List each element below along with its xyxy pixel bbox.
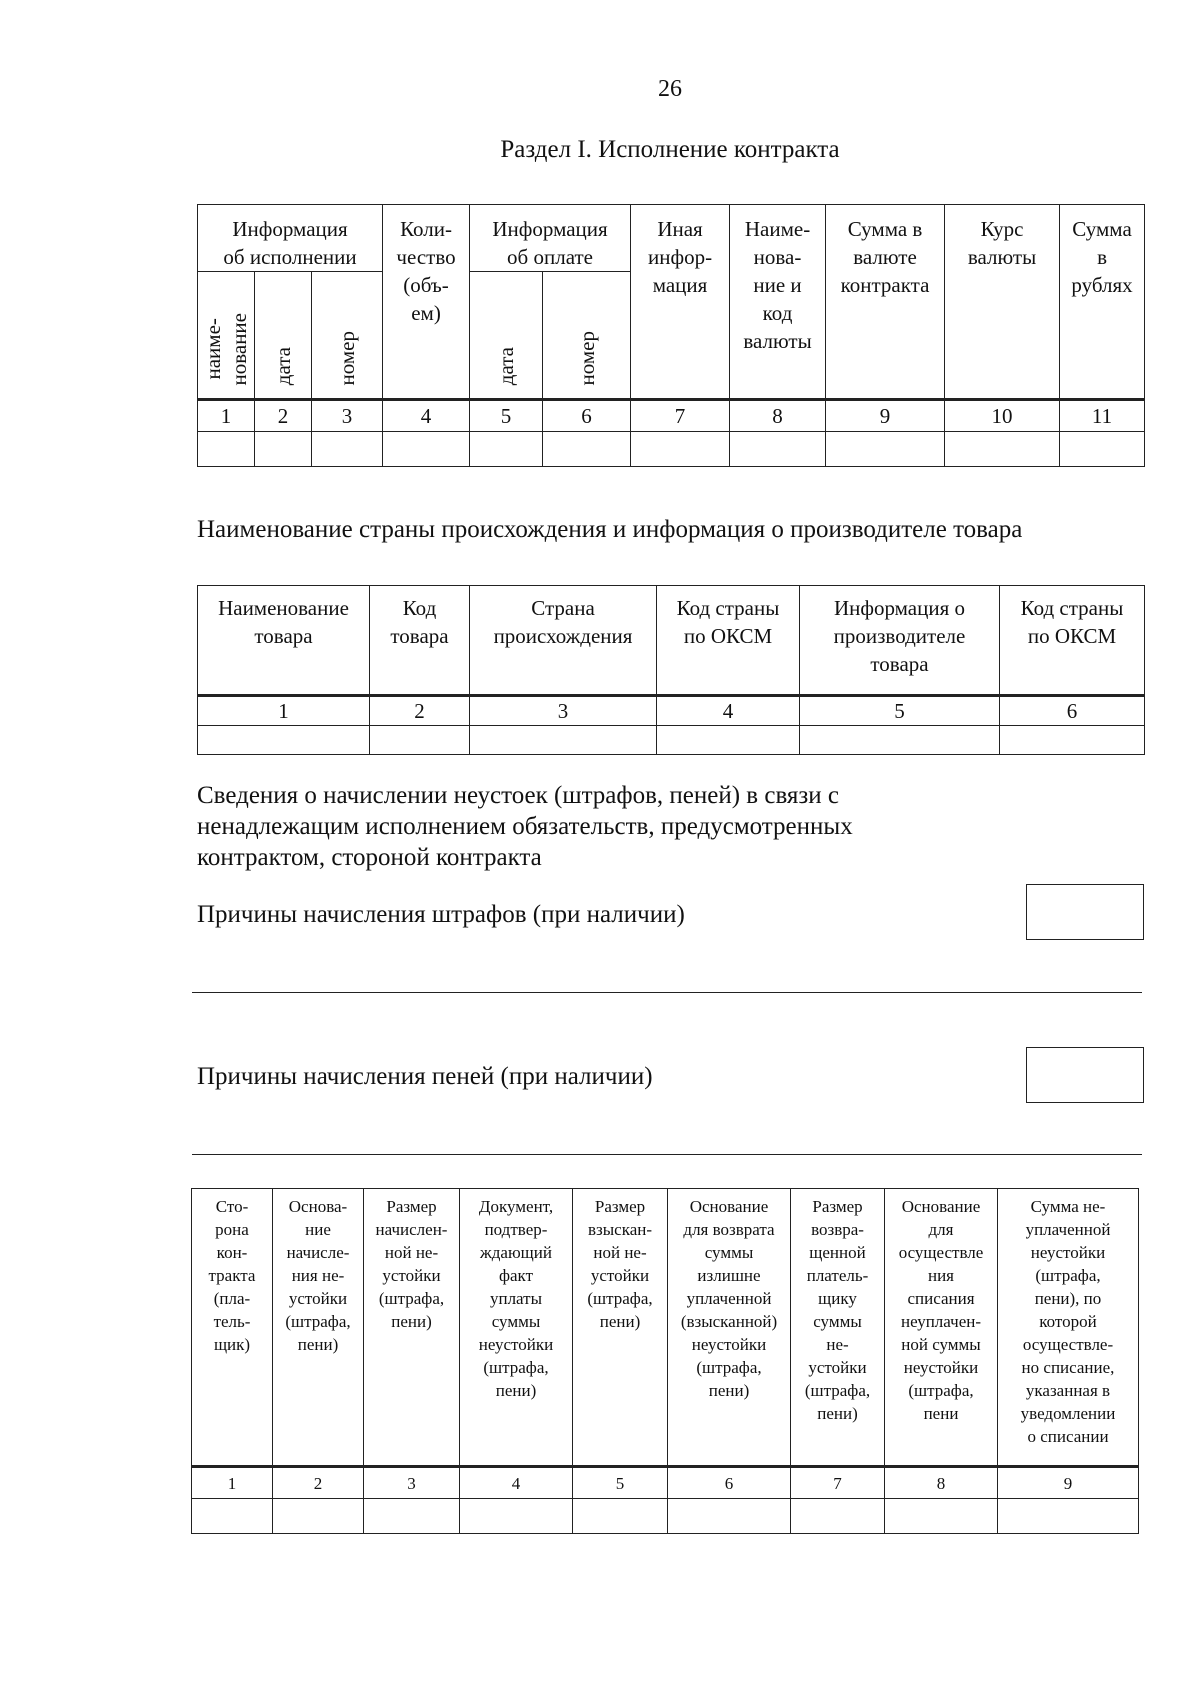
header-writeoff-basis: Основание для осуществле ния списания неуплачен- ной суммы неустойки (штрафа, пени [885,1189,998,1467]
col-number: 6 [543,400,631,432]
header-currency-name: Наиме- нова- ние и код валюты [730,205,826,400]
table-cell[interactable] [1060,432,1145,467]
table-cell[interactable] [460,1499,573,1534]
subheader-name: наиме- нование [198,272,255,400]
col-number: 6 [1000,696,1145,726]
penalties-reason-box[interactable] [1026,1047,1144,1103]
col-number: 11 [1060,400,1145,432]
header-country-code-2: Код страны по ОКСМ [1000,586,1145,696]
table-cell[interactable] [273,1499,364,1534]
header-penalty-basis: Основа- ние начисле- ния не- устойки (штрафа, пени) [273,1189,364,1467]
col-number: 1 [198,696,370,726]
table-cell[interactable] [730,432,826,467]
table-cell[interactable] [826,432,945,467]
table-cell[interactable] [255,432,312,467]
header-sum-currency: Сумма в валюте контракта [826,205,945,400]
penalties-reason-line[interactable] [192,1154,1142,1155]
table-cell[interactable] [312,432,383,467]
table-cell[interactable] [800,726,1000,755]
col-number: 4 [460,1467,573,1499]
fines-reason-line[interactable] [192,992,1142,993]
column-number-row [198,696,1145,726]
header-goods-name: Наименование товара [198,586,370,696]
header-country: Страна происхождения [470,586,657,696]
table-cell[interactable] [885,1499,998,1534]
header-manufacturer: Информация о производителе товара [800,586,1000,696]
col-number: 3 [470,696,657,726]
col-number: 5 [573,1467,668,1499]
table-cell[interactable] [668,1499,791,1534]
header-goods-code: Код товара [370,586,470,696]
header-execution-info: Информация об исполнении [198,205,383,272]
col-number: 3 [312,400,383,432]
col-number: 1 [192,1467,273,1499]
header-refund-basis: Основание для возврата суммы излишне уплаченной (взысканной) неустойки (штрафа, пени) [668,1189,791,1467]
col-number: 1 [198,400,255,432]
table-cell[interactable] [657,726,800,755]
col-number: 5 [470,400,543,432]
table-cell[interactable] [470,432,543,467]
column-number-row [192,1467,1139,1499]
column-number-row [198,400,1145,432]
contract-execution-table [197,204,1145,467]
header-party: Сто- рона кон- тракта (пла- тель- щик) [192,1189,273,1467]
table-cell[interactable] [364,1499,460,1534]
col-number: 4 [657,696,800,726]
subheader-pay-number: номер [543,272,631,400]
penalties-heading: Сведения о начислении неустоек (штрафов, пеней) в связи с ненадлежащим исполнением обязательств, предусмотренных контрактом, стороной контракта [197,782,853,871]
col-number: 5 [800,696,1000,726]
col-number: 2 [255,400,312,432]
header-payment-document: Документ, подтвер- ждающий факт уплаты суммы неустойки (штрафа, пени) [460,1189,573,1467]
origin-table [197,585,1145,755]
empty-data-row [192,1499,1139,1534]
table-cell[interactable] [791,1499,885,1534]
section-title: Раздел I. Исполнение контракта [500,136,840,163]
table-cell[interactable] [192,1499,273,1534]
subheader-date: дата [255,272,312,400]
empty-data-row [198,726,1145,755]
table-cell[interactable] [370,726,470,755]
table-cell[interactable] [998,1499,1139,1534]
table-cell[interactable] [470,726,657,755]
fines-reason-box[interactable] [1026,884,1144,940]
header-payment-info: Информация об оплате [470,205,631,272]
table-cell[interactable] [198,726,370,755]
header-rate: Курс валюты [945,205,1060,400]
col-number: 7 [791,1467,885,1499]
table-cell[interactable] [383,432,470,467]
origin-heading: Наименование страны происхождения и информация о производителе товара [197,516,1023,543]
table-cell[interactable] [631,432,730,467]
header-collected-amount: Размер взыскан- ной не- устойки (штрафа, пени) [573,1189,668,1467]
header-accrued-amount: Размер начислен- ной не- устойки (штрафа, пени) [364,1189,460,1467]
col-number: 3 [364,1467,460,1499]
penalties-table [191,1188,1139,1534]
empty-data-row [198,432,1145,467]
fines-reason-label: Причины начисления штрафов (при наличии) [197,901,685,928]
header-quantity: Коли- чество (объ- ем) [383,205,470,400]
header-refunded-amount: Размер возвра- щенной платель- щику суммы не- устойки (штрафа, пени) [791,1189,885,1467]
col-number: 9 [998,1467,1139,1499]
table-cell[interactable] [1000,726,1145,755]
col-number: 8 [730,400,826,432]
header-other-info: Иная инфор- мация [631,205,730,400]
col-number: 6 [668,1467,791,1499]
col-number: 10 [945,400,1060,432]
header-sum-rub: Сумма в рублях [1060,205,1145,400]
header-writeoff-amount: Сумма не- уплаченной неустойки (штрафа, пени), по которой осуществле- но списание, указанная в уведомлении о списании [998,1189,1139,1467]
table-cell[interactable] [573,1499,668,1534]
penalties-reason-label: Причины начисления пеней (при наличии) [197,1063,653,1090]
col-number: 8 [885,1467,998,1499]
subheader-pay-date: дата [470,272,543,400]
header-country-code: Код страны по ОКСМ [657,586,800,696]
table-cell[interactable] [945,432,1060,467]
page-number: 26 [658,76,682,102]
col-number: 2 [370,696,470,726]
subheader-number: номер [312,272,383,400]
col-number: 9 [826,400,945,432]
table-cell[interactable] [543,432,631,467]
col-number: 7 [631,400,730,432]
table-cell[interactable] [198,432,255,467]
col-number: 4 [383,400,470,432]
col-number: 2 [273,1467,364,1499]
